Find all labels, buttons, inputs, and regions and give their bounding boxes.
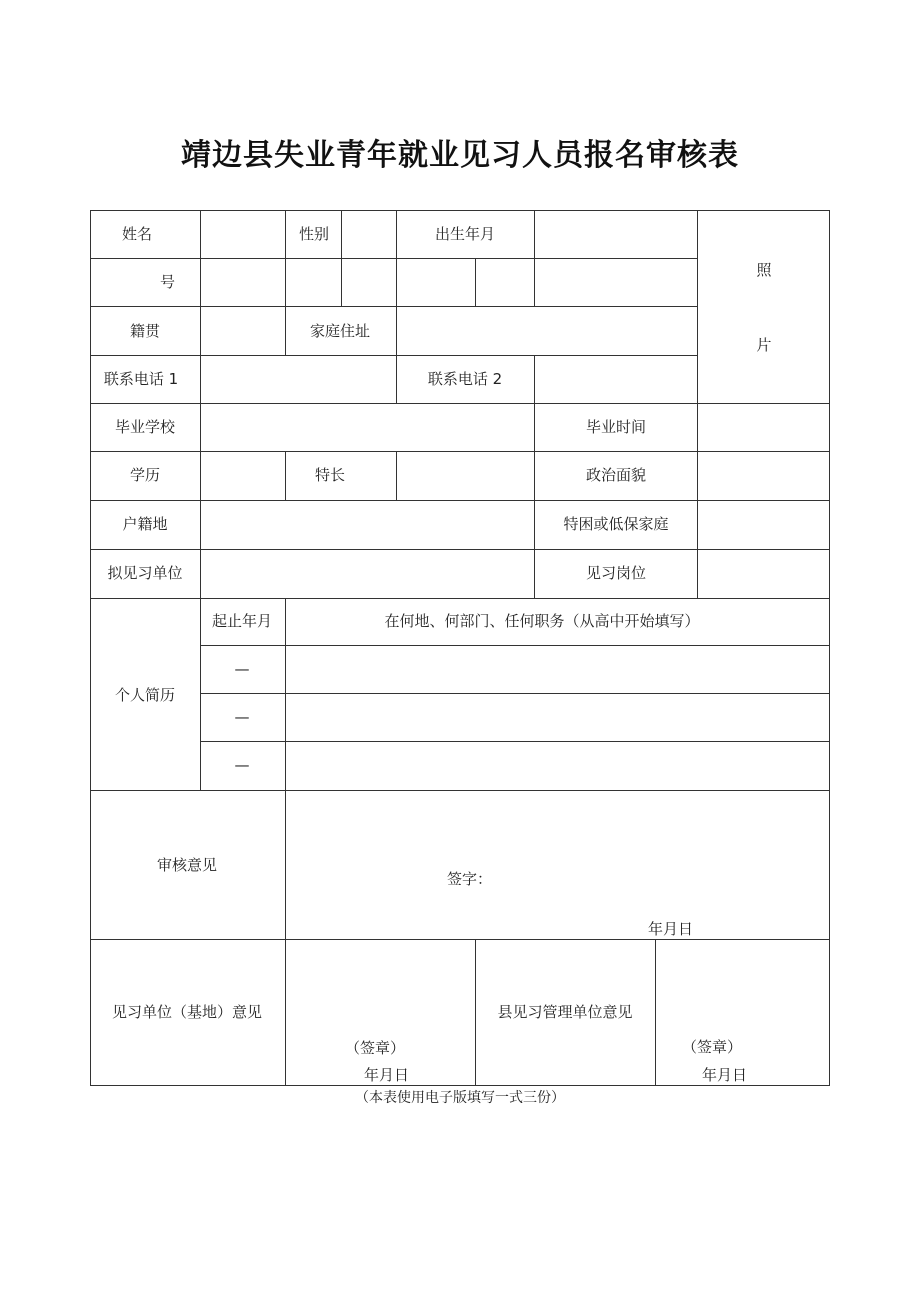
label-birth: 出生年月 <box>434 225 496 243</box>
row-divider <box>90 355 698 356</box>
col-divider <box>396 355 397 403</box>
row-divider <box>90 306 698 307</box>
col-divider <box>396 210 397 306</box>
col-divider <box>200 355 201 403</box>
col-divider <box>534 403 535 598</box>
row-divider <box>90 790 830 791</box>
resume-row-dash: — <box>234 756 250 774</box>
form-title: 靖边县失业青年就业见习人员报名审核表 <box>181 138 739 173</box>
label-photo-bottom: 片 <box>756 336 772 354</box>
label-id-number: 号 <box>160 273 176 291</box>
label-home-address: 家庭住址 <box>309 322 371 340</box>
col-divider <box>200 210 201 306</box>
label-gender: 性别 <box>298 225 330 243</box>
label-period: 起止年月 <box>211 612 273 630</box>
col-divider <box>200 598 201 790</box>
col-divider <box>200 403 201 598</box>
row-divider <box>90 403 830 404</box>
col-divider <box>341 210 342 306</box>
col-divider <box>475 939 476 1085</box>
col-divider <box>285 451 286 500</box>
label-unit-opinion: 见习单位（基地）意见 <box>111 1003 263 1021</box>
row-divider <box>90 500 830 501</box>
label-resume-header: 在何地、何部门、任何职务（从高中开始填写） <box>384 612 700 630</box>
row-divider <box>90 258 698 259</box>
col-divider <box>285 306 286 355</box>
table-border-right <box>829 210 830 1085</box>
label-unit-date: 年月日 <box>364 1066 410 1084</box>
col-divider <box>534 210 535 306</box>
label-resume: 个人简历 <box>114 686 176 704</box>
label-political-status: 政治面貌 <box>585 466 647 484</box>
col-divider <box>655 939 656 1085</box>
col-divider <box>285 598 286 790</box>
table-border-left <box>90 210 91 1085</box>
label-grad-time: 毕业时间 <box>585 418 647 436</box>
label-household-location: 户籍地 <box>122 515 168 533</box>
label-photo-top: 照 <box>756 261 772 279</box>
label-county-opinion: 县见习管理单位意见 <box>497 1003 633 1021</box>
col-divider <box>475 258 476 306</box>
row-divider <box>90 598 830 599</box>
row-divider <box>90 451 830 452</box>
row-divider <box>200 741 830 742</box>
label-intern-position: 见习岗位 <box>585 564 647 582</box>
row-divider <box>200 693 830 694</box>
label-phone-1: 联系电话 1 <box>103 370 179 388</box>
col-divider <box>396 306 397 355</box>
col-divider <box>396 451 397 500</box>
table-border-bottom <box>90 1085 830 1086</box>
label-native-place: 籍贯 <box>129 322 161 340</box>
label-name: 姓名 <box>121 225 153 243</box>
table-border-top <box>90 210 830 211</box>
label-unit-seal: （签章） <box>345 1039 406 1057</box>
col-divider <box>285 790 286 1085</box>
row-divider <box>200 645 830 646</box>
resume-row-dash: — <box>234 660 250 678</box>
label-county-date: 年月日 <box>702 1066 748 1084</box>
col-divider <box>697 210 698 598</box>
footnote: （本表使用电子版填写一式三份） <box>355 1090 565 1106</box>
registration-form-table <box>90 210 830 1085</box>
col-divider <box>200 306 201 355</box>
label-school: 毕业学校 <box>114 418 176 436</box>
label-poverty-family: 特困或低保家庭 <box>563 515 669 533</box>
label-phone-2: 联系电话 2 <box>427 370 503 388</box>
col-divider <box>285 210 286 306</box>
col-divider <box>534 355 535 403</box>
label-review-opinion: 审核意见 <box>156 856 218 874</box>
row-divider <box>90 549 830 550</box>
label-county-seal: （签章） <box>682 1038 743 1056</box>
label-education: 学历 <box>129 466 161 484</box>
label-specialty: 特长 <box>314 466 346 484</box>
label-review-date: 年月日 <box>648 920 694 938</box>
label-signature: 签字： <box>447 870 493 888</box>
row-divider <box>90 939 830 940</box>
resume-row-dash: — <box>234 708 250 726</box>
label-intended-unit: 拟见习单位 <box>107 564 183 582</box>
